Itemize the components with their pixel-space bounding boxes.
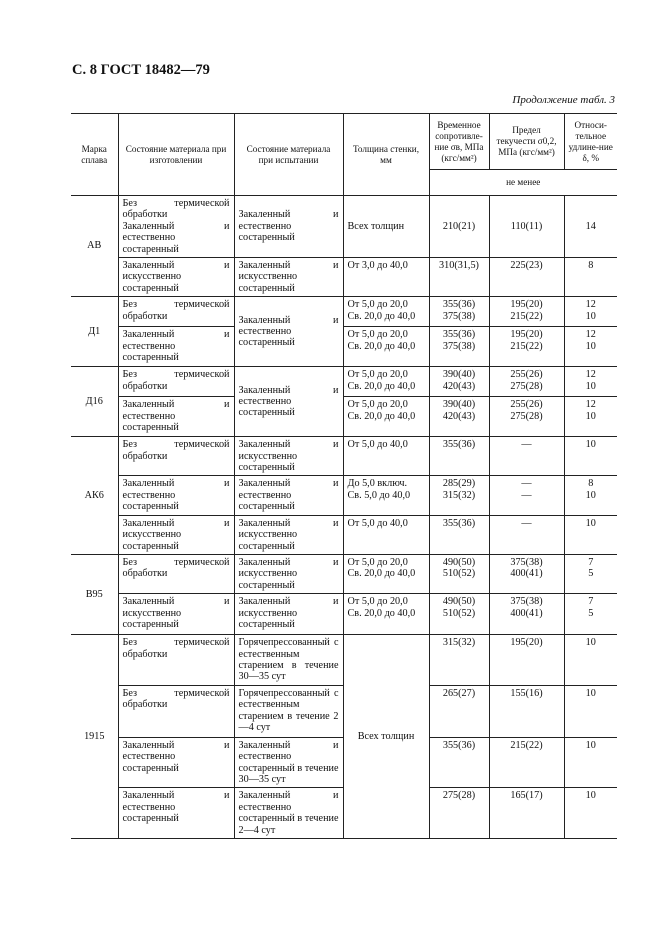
table-row: [71, 515, 617, 554]
tensile-cell: 355(36) 375(38): [442, 299, 476, 322]
page-header: С. 8 ГОСТ 18482—79: [72, 62, 210, 78]
state-mfg-cell: Без термической обработки: [118, 685, 234, 737]
state-test-cell: Закаленный и искусственно состаренный: [234, 554, 343, 593]
tensile-cell: 490(50) 510(52): [442, 556, 476, 580]
grade-cell: В95: [71, 554, 118, 634]
col-header-state-test: Состояние материала при испытании: [234, 114, 343, 196]
yield-cell: —: [489, 515, 564, 554]
state-test-cell: Горячепрессованный с естественным старением в течение 30—35 сут: [234, 635, 343, 686]
state-test-cell: Закаленный и естественно состаренный в течение 30—35 сут: [234, 737, 343, 788]
thickness-cell: Всех толщин: [343, 635, 429, 839]
yield-cell: — —: [521, 478, 532, 501]
state-test-cell: Закаленный и естественно состаренный: [234, 476, 343, 515]
state-test-cell: Закаленный и естественно состаренный: [234, 297, 343, 367]
tensile-cell: 210(21): [429, 196, 489, 258]
state-test-cell: Закаленный и искусственно состаренный: [234, 258, 343, 297]
tensile-cell: 390(40) 420(43): [442, 399, 476, 422]
col-header-not-less: не менее: [429, 170, 617, 196]
yield-cell: 375(38) 400(41): [510, 556, 543, 580]
tensile-cell: 355(36): [429, 437, 489, 476]
elongation-cell: 10: [564, 635, 617, 686]
thickness-cell: От 5,0 до 20,0 Св. 20,0 до 40,0: [347, 556, 416, 580]
elongation-cell: 12 10: [585, 329, 596, 352]
tensile-cell: 490(50) 510(52): [442, 596, 476, 619]
state-mfg-cell: Закаленный и естественно состаренный: [118, 788, 234, 839]
yield-cell: 195(20): [489, 635, 564, 686]
state-mfg-cell: Без термической обработки: [118, 297, 234, 327]
state-mfg-cell: Закаленный и естественно состаренный: [118, 737, 234, 788]
tensile-cell: 275(28): [429, 788, 489, 839]
tensile-cell: 355(36): [429, 737, 489, 788]
thickness-cell: От 5,0 до 40,0: [343, 437, 429, 476]
grade-cell: Д16: [71, 367, 118, 437]
state-mfg-cell: Закаленный и искусственно состаренный: [118, 594, 234, 635]
state-mfg-cell: Закаленный и искусственно состаренный: [118, 515, 234, 554]
elongation-cell: 12 10: [585, 299, 596, 322]
elongation-cell: 12 10: [585, 369, 596, 392]
tensile-cell: 355(36) 375(38): [442, 329, 476, 352]
state-mfg-cell: Закаленный и естественно состаренный: [118, 397, 234, 437]
tensile-cell: 355(36): [429, 515, 489, 554]
state-mfg-cell: Без термической обработки: [118, 635, 234, 686]
col-header-thickness: Толщина стенки, мм: [343, 114, 429, 196]
col-header-yield: Предел текучести σ0,2, МПа (кгс/мм²): [489, 114, 564, 170]
grade-cell: Д1: [71, 297, 118, 367]
elongation-cell: 10: [564, 437, 617, 476]
properties-table: [71, 113, 617, 839]
table-row: [71, 397, 617, 437]
thickness-cell: От 5,0 до 20,0 Св. 20,0 до 40,0: [347, 399, 416, 422]
table-row: [71, 554, 617, 593]
state-mfg-cell: Без термической обработки: [118, 367, 234, 397]
tensile-cell: 265(27): [429, 685, 489, 737]
yield-cell: 155(16): [489, 685, 564, 737]
yield-cell: 165(17): [489, 788, 564, 839]
state-test-cell: Закаленный и естественно состаренный: [234, 367, 343, 437]
col-header-elongation: Относи-тельное удлине-ние δ, %: [564, 114, 617, 170]
table-row: [71, 476, 617, 515]
elongation-cell: 10: [564, 737, 617, 788]
state-mfg-cell: Без термической обработки: [118, 554, 234, 593]
state-test-cell: Закаленный и искусственно состаренный: [234, 515, 343, 554]
table-row: [71, 594, 617, 635]
col-header-grade: Марка сплава: [71, 114, 118, 196]
elongation-cell: 8: [564, 258, 617, 297]
state-test-cell: Закаленный и искусственно состаренный: [234, 594, 343, 635]
table-row: [71, 196, 617, 258]
elongation-cell: 7 5: [588, 556, 594, 580]
table-row: [71, 635, 617, 686]
grade-cell: АВ: [71, 196, 118, 297]
elongation-cell: 14: [564, 196, 617, 258]
state-test-cell: Горячепрессованный с естественным старением в течение 2—4 сут: [234, 685, 343, 737]
table-row: [71, 327, 617, 367]
yield-cell: 225(23): [489, 258, 564, 297]
elongation-cell: 10: [564, 788, 617, 839]
state-test-cell: Закаленный и искусственно состаренный: [234, 437, 343, 476]
table-continuation-label: Продолжение табл. 3: [512, 94, 615, 106]
tensile-cell: 315(32): [429, 635, 489, 686]
yield-cell: 255(26) 275(28): [510, 399, 543, 422]
thickness-cell: От 5,0 до 20,0 Св. 20,0 до 40,0: [347, 329, 416, 352]
elongation-cell: 10: [564, 685, 617, 737]
yield-cell: 215(22): [489, 737, 564, 788]
tensile-cell: 285(29) 315(32): [442, 478, 476, 501]
state-test-cell: Закаленный и естественно состаренный: [234, 196, 343, 258]
yield-cell: 110(11): [489, 196, 564, 258]
tensile-cell: 310(31,5): [429, 258, 489, 297]
state-mfg-cell: Закаленный и искусственно состаренный: [118, 258, 234, 297]
elongation-cell: 8 10: [585, 478, 596, 501]
yield-cell: 255(26) 275(28): [510, 369, 543, 392]
elongation-cell: 7 5: [588, 596, 594, 619]
state-mfg-cell: Без термической обработки: [118, 437, 234, 476]
table-row: [71, 258, 617, 297]
yield-cell: 195(20) 215(22): [510, 299, 543, 322]
yield-cell: —: [489, 437, 564, 476]
col-header-state-mfg: Состояние материала при изготовлении: [118, 114, 234, 196]
yield-cell: 375(38) 400(41): [510, 596, 543, 619]
thickness-cell: До 5,0 включ. Св. 5,0 до 40,0: [347, 478, 411, 501]
thickness-cell: От 5,0 до 20,0 Св. 20,0 до 40,0: [347, 369, 416, 392]
thickness-cell: От 3,0 до 40,0: [347, 260, 408, 272]
tensile-cell: 390(40) 420(43): [442, 369, 476, 392]
grade-cell: АК6: [71, 437, 118, 555]
table-row: [71, 437, 617, 476]
state-mfg-cell: Закаленный и естественно состаренный: [118, 476, 234, 515]
elongation-cell: 12 10: [585, 399, 596, 422]
grade-cell: 1915: [71, 635, 118, 839]
table-row: [71, 297, 617, 327]
elongation-cell: 10: [564, 515, 617, 554]
table-row: [71, 367, 617, 397]
col-header-tensile: Временное сопротивле-ние σв, МПа (кгс/мм²): [429, 114, 489, 170]
state-test-cell: Закаленный и естественно состаренный в течение 2—4 сут: [234, 788, 343, 839]
state-mfg-cell: Без термической обработки Закаленный и естественно состаренный: [122, 198, 230, 255]
thickness-cell: От 5,0 до 20,0 Св. 20,0 до 40,0: [347, 299, 416, 322]
thickness-cell: От 5,0 до 40,0: [343, 515, 429, 554]
thickness-cell: Всех толщин: [343, 196, 429, 258]
state-mfg-cell: Закаленный и естественно состаренный: [118, 327, 234, 367]
thickness-cell: От 5,0 до 20,0 Св. 20,0 до 40,0: [347, 596, 416, 619]
yield-cell: 195(20) 215(22): [510, 329, 543, 352]
